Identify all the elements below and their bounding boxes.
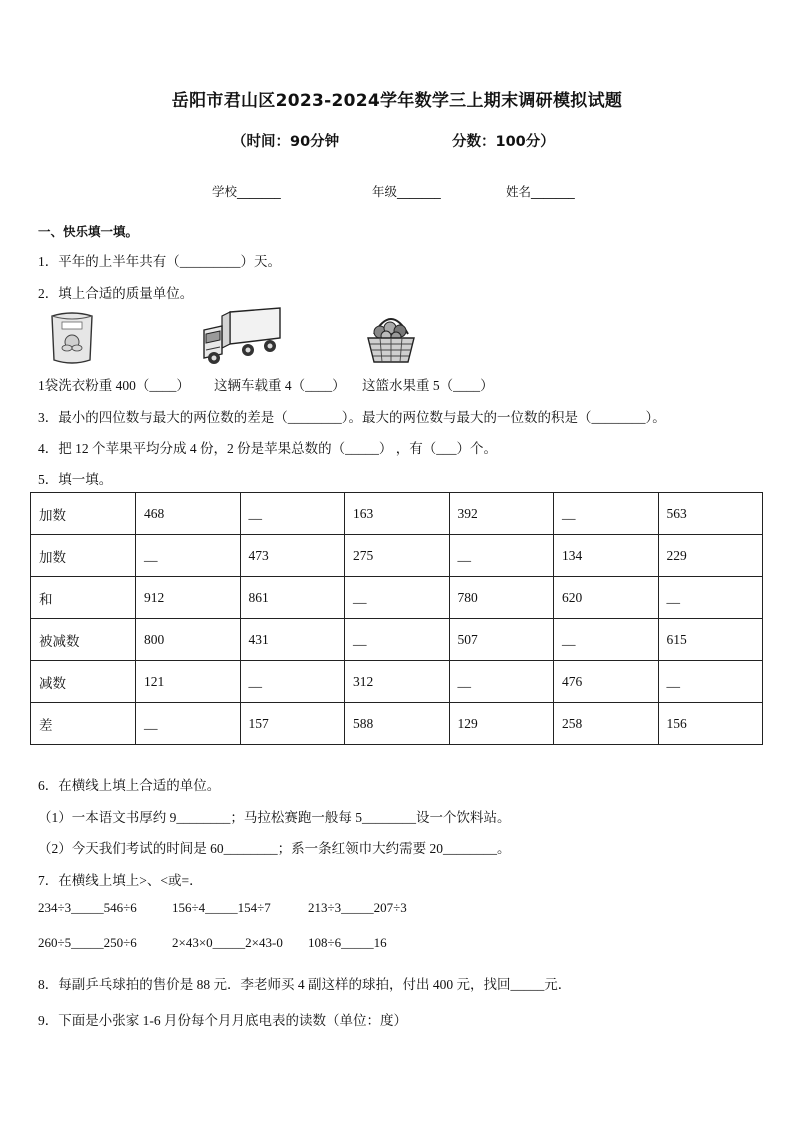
table-cell: 476 [554,661,659,703]
table-cell: __ [240,493,345,535]
table-row [31,535,763,577]
question-9: 9．下面是小张家 1-6 月份每个月月底电表的读数（单位：度） [38,1013,407,1028]
table-cell: 912 [136,577,241,619]
fruit-basket-icon [364,306,418,371]
table-cell: 780 [449,577,554,619]
exam-title: 岳阳市君山区2023-2024学年数学三上期末调研模拟试题 [171,91,623,111]
table-cell: 620 [554,577,659,619]
question-7: 7．在横线上填上>、<或=． [38,873,203,888]
table-cell: 差 [31,703,136,745]
question-2: 2．填上合适的质量单位。 [38,286,194,301]
table-cell: 392 [449,493,554,535]
exam-score: 分数：100分） [452,134,555,150]
truck-icon [200,304,284,371]
table-cell: __ [136,703,241,745]
table-cell: 861 [240,577,345,619]
question-6-part-1: （1）一本语文书厚约 9________；马拉松赛跑一般每 5________设一个饮料站。 [38,810,511,825]
table-cell: 229 [658,535,763,577]
table-cell: __ [345,577,450,619]
grade-field: 年级_______ [372,184,441,199]
table-cell: 468 [136,493,241,535]
name-field: 姓名_______ [506,184,575,199]
table-cell: 和 [31,577,136,619]
table-cell: 563 [658,493,763,535]
comparison-item: 213÷3_____207÷3 [308,900,407,915]
question-8: 8．每副乒乓球拍的售价是 88 元．李老师买 4 副这样的球拍，付出 400 元，找回_____元． [38,977,572,992]
table-row [31,619,763,661]
question-4: 4．把 12 个苹果平均分成 4 份，2 份是苹果总数的（_____） ，有（___）个。 [38,441,497,456]
comparison-item: 108÷6_____16 [308,935,387,950]
table-cell: 615 [658,619,763,661]
question-7-row-2 [38,935,387,951]
table-row [31,577,763,619]
table-cell: 275 [345,535,450,577]
q2-caption-truck: 这辆车载重 4（____） [214,378,346,393]
table-cell: __ [345,619,450,661]
table-cell: __ [449,661,554,703]
fill-table [30,492,763,745]
exam-time: （时间：90分钟 [232,134,340,150]
table-cell: 507 [449,619,554,661]
question-3: 3．最小的四位数与最大的两位数的差是（________）。最大的两位数与最大的一位数的积是（________）。 [38,410,666,425]
section-heading: 一、快乐填一填。 [38,224,139,239]
question-5: 5．填一填。 [38,472,113,487]
table-cell: __ [449,535,554,577]
table-cell: 157 [240,703,345,745]
question-6-part-2: （2）今天我们考试的时间是 60________；系一条红领巾大约需要 20________。 [38,841,511,856]
school-field: 学校_______ [212,184,281,199]
table-cell: __ [658,661,763,703]
table-cell: 258 [554,703,659,745]
comparison-item: 260÷5_____250÷6 [38,935,137,950]
table-row [31,661,763,703]
table-cell: 473 [240,535,345,577]
table-cell: 431 [240,619,345,661]
q2-caption-detergent: 1袋洗衣粉重 400（____） [38,378,190,393]
table-cell: 减数 [31,661,136,703]
table-cell: __ [136,535,241,577]
table-cell: 156 [658,703,763,745]
table-cell: 加数 [31,493,136,535]
table-cell: 129 [449,703,554,745]
table-cell: 134 [554,535,659,577]
comparison-item: 156÷4_____154÷7 [172,900,271,915]
table-cell: __ [554,493,659,535]
table-cell: 163 [345,493,450,535]
table-cell: 588 [345,703,450,745]
table-cell: __ [240,661,345,703]
table-cell: 被减数 [31,619,136,661]
table-cell: __ [554,619,659,661]
q2-caption-basket: 这篮水果重 5（____） [362,378,494,393]
table-row [31,493,763,535]
question-1: 1．平年的上半年共有（_________）天。 [38,254,281,269]
table-cell: __ [658,577,763,619]
question-6: 6．在横线上填上合适的单位。 [38,778,221,793]
table-cell: 加数 [31,535,136,577]
table-cell: 121 [136,661,241,703]
table-row [31,703,763,745]
table-cell: 800 [136,619,241,661]
comparison-item: 2×43×0_____2×43-0 [172,935,283,950]
table-cell: 312 [345,661,450,703]
detergent-bag-icon [48,308,96,371]
question-7-row-1 [38,900,407,916]
comparison-item: 234÷3_____546÷6 [38,900,137,915]
